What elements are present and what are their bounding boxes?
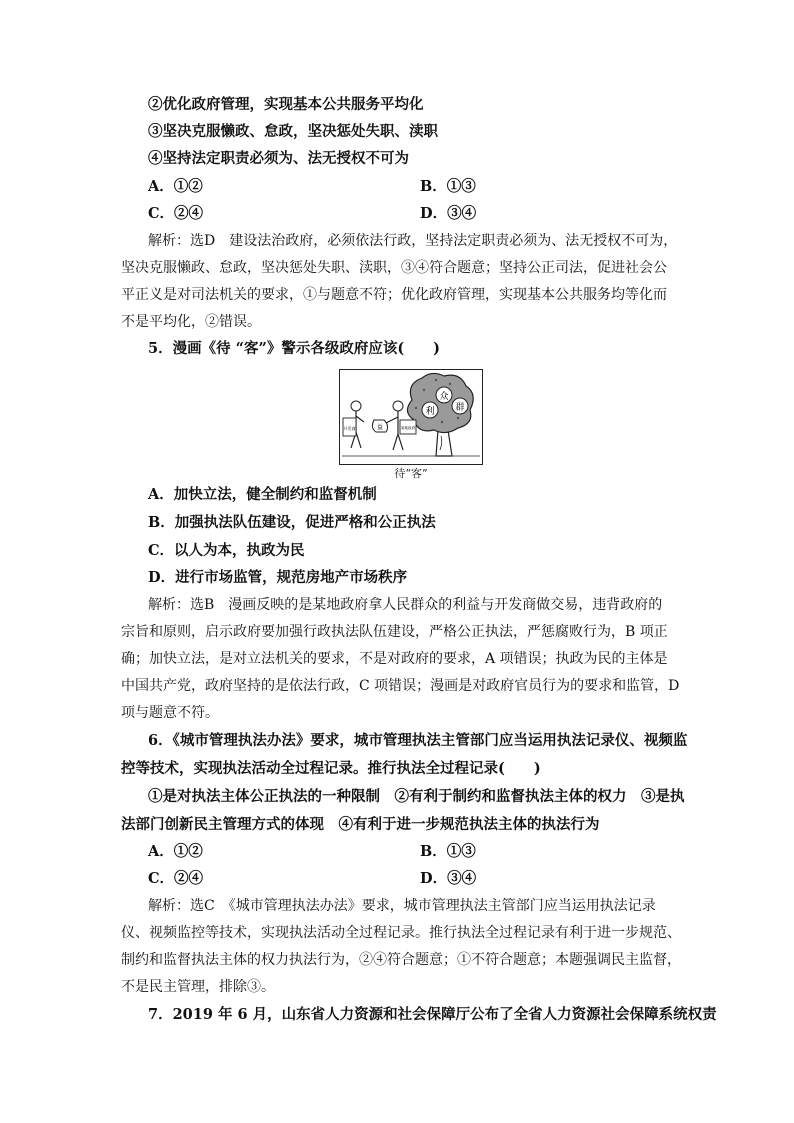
q6-analysis-line-1: 解析：选C 《城市管理执法办法》要求，城市管理执法主管部门应当运用执法记录: [148, 898, 656, 914]
q5-analysis-line-4: 中国共产党，政府坚持的是依法行政，C 项错误；漫画是对政府官员行为的要求和监管，D: [121, 678, 680, 694]
q5-option-a: A．加快立法，健全制约和监督机制: [148, 486, 377, 503]
q6-choice-b: B．①③: [420, 843, 476, 860]
government-sign-text: 某地政府: [400, 426, 416, 430]
bag-text: 益: [376, 424, 384, 431]
q5-stem: 5．漫画《待 “客”》警示各级政府应该( ): [148, 340, 441, 357]
q5-analysis-line-2: 宗旨和原则，启示政府要加强行政执法队伍建设，严格公正执法，严惩腐败行为，B 项正: [121, 624, 668, 640]
q5-analysis-line-1: 解析：选B 漫画反映的是某地政府拿人民群众的利益与开发商做交易，违背政府的: [148, 597, 663, 613]
q4-analysis-line-2: 坚决克服懒政、怠政，坚决惩处失职、渎职，③④符合题意；坚持公正司法，促进社会公: [121, 260, 667, 276]
q5-option-b: B．加强执法队伍建设，促进严格和公正执法: [148, 514, 436, 531]
q6-statements-line-1: ①是对执法主体公正执法的一种限制 ②有利于制约和监督执法主体的权力 ③是执: [148, 788, 685, 805]
q5-option-d: D．进行市场监管，规范房地产市场秩序: [148, 569, 408, 586]
cartoon-illustration: [340, 370, 482, 464]
cartoon-figure: [339, 369, 483, 465]
q6-analysis-line-3: 制约和监督执法主体的权力执法行为，②④符合题意；①不符合题意；本题强调民主监督，: [121, 952, 681, 968]
q4-choice-c: C．②④: [148, 205, 204, 222]
q4-statement-2: ②优化政府管理，实现基本公共服务平均化: [148, 96, 424, 113]
q6-choice-d: D．③④: [420, 870, 477, 887]
tree-char-3: 群: [455, 403, 465, 413]
q6-statements-line-2: 法部门创新民主管理方式的体现 ④有利于进一步规范执法主体的执法行为: [121, 816, 600, 833]
q4-choice-b: B．①③: [420, 178, 476, 195]
tree-char-2: 众: [439, 392, 449, 402]
q4-choice-d: D．③④: [420, 205, 477, 222]
q4-choice-a: A．①②: [148, 178, 203, 195]
q6-choice-c: C．②④: [148, 870, 204, 887]
q6-choice-a: A．①②: [148, 843, 203, 860]
q5-option-c: C．以人为本，执政为民: [148, 542, 305, 559]
q6-analysis-line-2: 仪、视频监控等技术，实现执法活动全过程记录。推行执法全过程记录有利于进一步规范、: [121, 925, 681, 941]
q4-analysis-line-4: 不是平均化，②错误。: [121, 314, 261, 330]
q5-analysis-line-3: 确；加快立法，是对立法机关的要求，不是对政府的要求，A 项错误；执政为民的主体是: [121, 651, 668, 667]
q4-analysis-line-3: 平正义是对司法机关的要求，①与题意不符；优化政府管理，实现基本公共服务均等化而: [121, 287, 667, 303]
tree-char-1: 利: [425, 407, 435, 417]
q4-statement-4: ④坚持法定职责必须为、法无授权不可为: [148, 150, 409, 167]
q7-stem: 7．2019 年 6 月，山东省人力资源和社会保障厅公布了全省人力资源社会保障系统权责: [148, 1006, 717, 1023]
q6-stem-line-1: 6．《城市管理执法办法》要求，城市管理执法主管部门应当运用执法记录仪、视频监: [148, 732, 688, 749]
q5-analysis-line-5: 项与题意不符。: [121, 705, 219, 721]
q4-statement-3: ③坚决克服懒政、怠政，坚决惩处失职、渎职: [148, 123, 438, 140]
cartoon-caption: 待“客”: [394, 467, 428, 480]
q4-analysis-line-1: 解析：选D 建设法治政府，必须依法行政，坚持法定职责必须为、法无授权不可为，: [148, 233, 678, 249]
q6-stem-line-2: 控等技术，实现执法活动全过程记录。推行执法全过程记录( ): [121, 760, 541, 777]
q6-analysis-line-4: 不是民主管理，排除③。: [121, 979, 275, 995]
developer-sign-text: 开发商: [343, 426, 356, 431]
